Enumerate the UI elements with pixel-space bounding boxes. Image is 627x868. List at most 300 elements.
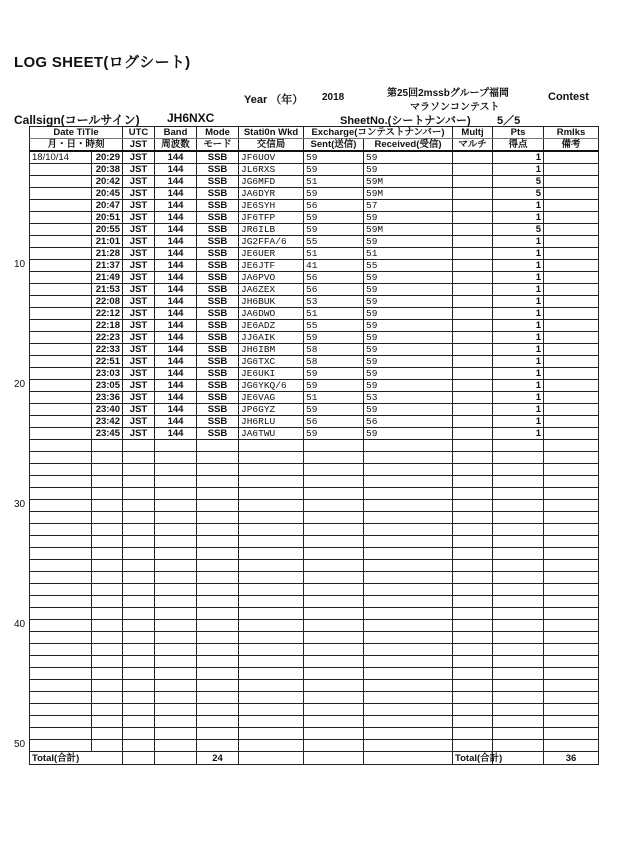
cell-time: 22:23 — [92, 332, 123, 344]
cell-received: 59 — [364, 380, 453, 392]
cell-sent — [304, 644, 364, 656]
table-row — [30, 356, 599, 368]
cell-remarks — [544, 392, 599, 404]
cell-time: 21:28 — [92, 248, 123, 260]
cell-multi — [453, 416, 493, 428]
cell-time: 20:29 — [92, 151, 123, 164]
cell-mode — [197, 452, 239, 464]
cell-multi — [453, 344, 493, 356]
cell-pts: 5 — [493, 188, 544, 200]
cell-remarks — [544, 380, 599, 392]
cell-remarks — [544, 320, 599, 332]
cell-station — [239, 644, 304, 656]
cell-received — [364, 728, 453, 740]
cell-utc: JST — [123, 380, 155, 392]
cell-multi — [453, 692, 493, 704]
cell-mode — [197, 536, 239, 548]
cell-remarks — [544, 188, 599, 200]
cell-sent: 56 — [304, 200, 364, 212]
table-row — [30, 608, 599, 620]
cell-band — [155, 692, 197, 704]
cell-station: JG6MFD — [239, 176, 304, 188]
cell-station — [239, 716, 304, 728]
cell-pts — [493, 536, 544, 548]
cell-band — [155, 476, 197, 488]
cell-remarks — [544, 692, 599, 704]
cell-mode: SSB — [197, 344, 239, 356]
col-station: Stati0n Wkd — [239, 127, 304, 139]
cell-date — [30, 284, 92, 296]
cell-band — [155, 500, 197, 512]
cell-date — [30, 368, 92, 380]
cell-station — [239, 572, 304, 584]
cell-utc — [123, 476, 155, 488]
table-row — [30, 560, 599, 572]
cell-remarks — [544, 151, 599, 164]
cell-remarks — [544, 512, 599, 524]
cell-multi — [453, 536, 493, 548]
cell-sent — [304, 704, 364, 716]
cell-sent: 59 — [304, 224, 364, 236]
cell-date — [30, 188, 92, 200]
cell-utc — [123, 596, 155, 608]
cell-band: 144 — [155, 404, 197, 416]
contest-label: Contest — [548, 91, 589, 103]
cell-station — [239, 608, 304, 620]
cell-time — [92, 740, 123, 752]
cell-band: 144 — [155, 200, 197, 212]
cell-multi — [453, 368, 493, 380]
cell-pts — [493, 704, 544, 716]
cell-date — [30, 524, 92, 536]
cell-station: JA6DWO — [239, 308, 304, 320]
cell-received — [364, 584, 453, 596]
cell-mode: SSB — [197, 224, 239, 236]
cell-multi — [453, 548, 493, 560]
cell-date — [30, 332, 92, 344]
cell-date — [30, 476, 92, 488]
cell-band — [155, 656, 197, 668]
cell-received — [364, 488, 453, 500]
cell-mode — [197, 500, 239, 512]
cell-station: JE6SYH — [239, 200, 304, 212]
cell-multi — [453, 476, 493, 488]
cell-pts — [493, 728, 544, 740]
cell-station: JJ6AIK — [239, 332, 304, 344]
cell-remarks — [544, 488, 599, 500]
cell-time — [92, 680, 123, 692]
cell-utc — [123, 704, 155, 716]
cell-utc: JST — [123, 260, 155, 272]
cell-remarks — [544, 368, 599, 380]
sheet-number-value: 5／5 — [497, 115, 521, 127]
cell-received: 59 — [364, 236, 453, 248]
cell-multi — [453, 704, 493, 716]
cell-received — [364, 692, 453, 704]
cell-station: JL6RXS — [239, 164, 304, 176]
cell-station: JE6JTF — [239, 260, 304, 272]
cell-pts: 1 — [493, 404, 544, 416]
cell-received — [364, 476, 453, 488]
cell-utc: JST — [123, 428, 155, 440]
cell-sent — [304, 632, 364, 644]
cell-remarks — [544, 332, 599, 344]
cell-utc — [123, 740, 155, 752]
cell-date — [30, 452, 92, 464]
col-band: Band — [155, 127, 197, 139]
cell-band — [155, 728, 197, 740]
cell-multi — [453, 308, 493, 320]
table-row — [30, 464, 599, 476]
cell-time: 23:36 — [92, 392, 123, 404]
cell-remarks — [544, 296, 599, 308]
cell-date — [30, 536, 92, 548]
table-row — [30, 380, 599, 392]
cell-sent: 59 — [304, 428, 364, 440]
cell-time: 21:01 — [92, 236, 123, 248]
cell-pts — [493, 596, 544, 608]
cell-sent — [304, 452, 364, 464]
cell-mode — [197, 656, 239, 668]
cell-utc — [123, 692, 155, 704]
cell-received — [364, 680, 453, 692]
cell-received — [364, 608, 453, 620]
cell-pts: 1 — [493, 308, 544, 320]
cell-time: 22:12 — [92, 308, 123, 320]
cell-pts: 1 — [493, 320, 544, 332]
cell-date — [30, 176, 92, 188]
cell-band — [155, 596, 197, 608]
cell-time — [92, 524, 123, 536]
cell-sent — [304, 584, 364, 596]
cell-sent: 55 — [304, 320, 364, 332]
cell-received — [364, 464, 453, 476]
cell-date — [30, 704, 92, 716]
cell-utc — [123, 572, 155, 584]
cell-mode: SSB — [197, 404, 239, 416]
cell-station: JG6TXC — [239, 356, 304, 368]
cell-pts: 1 — [493, 260, 544, 272]
cell-station — [239, 536, 304, 548]
cell-utc: JST — [123, 392, 155, 404]
cell-utc: JST — [123, 308, 155, 320]
cell-station: JP6GYZ — [239, 404, 304, 416]
cell-date — [30, 644, 92, 656]
cell-multi — [453, 740, 493, 752]
cell-mode: SSB — [197, 416, 239, 428]
cell-sent — [304, 668, 364, 680]
col-pts-jp: 得点 — [493, 139, 544, 152]
cell-multi — [453, 440, 493, 452]
cell-station — [239, 560, 304, 572]
cell-date — [30, 320, 92, 332]
cell-remarks — [544, 260, 599, 272]
cell-remarks — [544, 416, 599, 428]
cell-band: 144 — [155, 356, 197, 368]
cell-date — [30, 680, 92, 692]
cell-utc: JST — [123, 200, 155, 212]
band-total: 24 — [197, 752, 239, 765]
cell-band: 144 — [155, 296, 197, 308]
col-remarks: Rmlks — [544, 127, 599, 139]
cell-remarks — [544, 524, 599, 536]
cell-time — [92, 692, 123, 704]
cell-pts — [493, 692, 544, 704]
col-station-jp: 交信局 — [239, 139, 304, 152]
contest-name-line1: 第25回2mssbグループ福岡 — [387, 88, 510, 99]
cell-station — [239, 512, 304, 524]
cell-station: JA6PVO — [239, 272, 304, 284]
cell-station: JE6ADZ — [239, 320, 304, 332]
cell-multi — [453, 200, 493, 212]
table-row — [30, 296, 599, 308]
cell-date — [30, 236, 92, 248]
cell-received: 59 — [364, 284, 453, 296]
cell-pts: 1 — [493, 200, 544, 212]
cell-date — [30, 716, 92, 728]
cell-remarks — [544, 572, 599, 584]
cell-remarks — [544, 284, 599, 296]
table-row — [30, 428, 599, 440]
cell-pts: 1 — [493, 164, 544, 176]
cell-utc — [123, 608, 155, 620]
cell-station — [239, 632, 304, 644]
col-multi-jp: マルチ — [453, 139, 493, 152]
cell-multi — [453, 188, 493, 200]
cell-mode: SSB — [197, 392, 239, 404]
cell-time: 21:49 — [92, 272, 123, 284]
table-row — [30, 200, 599, 212]
cell-pts: 1 — [493, 392, 544, 404]
cell-remarks — [544, 584, 599, 596]
cell-sent: 51 — [304, 248, 364, 260]
cell-date — [30, 428, 92, 440]
cell-date — [30, 500, 92, 512]
cell-remarks — [544, 728, 599, 740]
cell-utc: JST — [123, 284, 155, 296]
row-number-label: 20 — [14, 378, 26, 390]
cell-multi — [453, 260, 493, 272]
cell-remarks — [544, 536, 599, 548]
table-row — [30, 151, 599, 164]
cell-sent — [304, 596, 364, 608]
table-row — [30, 704, 599, 716]
table-row — [30, 188, 599, 200]
cell-time: 23:40 — [92, 404, 123, 416]
cell-sent — [304, 464, 364, 476]
cell-multi — [453, 356, 493, 368]
cell-multi — [453, 320, 493, 332]
callsign-value: JH6NXC — [167, 111, 215, 125]
cell-time: 21:37 — [92, 260, 123, 272]
cell-time — [92, 656, 123, 668]
header-row-english — [30, 127, 599, 139]
cell-time — [92, 596, 123, 608]
cell-utc: JST — [123, 404, 155, 416]
cell-pts — [493, 464, 544, 476]
cell-remarks — [544, 452, 599, 464]
cell-band: 144 — [155, 260, 197, 272]
cell-multi — [453, 656, 493, 668]
cell-remarks — [544, 248, 599, 260]
cell-sent — [304, 440, 364, 452]
callsign-label: Callsign(コールサイン) — [14, 113, 140, 127]
cell-remarks — [544, 656, 599, 668]
cell-date — [30, 632, 92, 644]
cell-station — [239, 740, 304, 752]
cell-pts — [493, 584, 544, 596]
cell-sent: 51 — [304, 392, 364, 404]
cell-pts — [493, 440, 544, 452]
cell-mode — [197, 632, 239, 644]
cell-multi — [453, 284, 493, 296]
cell-station — [239, 476, 304, 488]
cell-utc — [123, 668, 155, 680]
cell-received — [364, 704, 453, 716]
cell-sent — [304, 620, 364, 632]
row-number-label: 30 — [14, 498, 26, 510]
cell-remarks — [544, 164, 599, 176]
cell-utc — [123, 584, 155, 596]
cell-received: 59M — [364, 188, 453, 200]
cell-received: 59 — [364, 308, 453, 320]
cell-sent — [304, 512, 364, 524]
cell-mode — [197, 488, 239, 500]
cell-utc — [123, 440, 155, 452]
cell-mode — [197, 512, 239, 524]
cell-date — [30, 656, 92, 668]
cell-station — [239, 656, 304, 668]
cell-received: 56 — [364, 416, 453, 428]
cell-date — [30, 512, 92, 524]
cell-band — [155, 536, 197, 548]
cell-multi — [453, 728, 493, 740]
cell-date — [30, 596, 92, 608]
table-row — [30, 536, 599, 548]
cell-mode — [197, 476, 239, 488]
cell-pts — [493, 524, 544, 536]
cell-sent — [304, 548, 364, 560]
cell-received — [364, 620, 453, 632]
cell-station: JE6VAG — [239, 392, 304, 404]
cell-mode: SSB — [197, 380, 239, 392]
cell-received: 59M — [364, 224, 453, 236]
cell-multi — [453, 452, 493, 464]
table-row — [30, 656, 599, 668]
cell-mode — [197, 620, 239, 632]
cell-date — [30, 728, 92, 740]
cell-time — [92, 632, 123, 644]
cell-remarks — [544, 668, 599, 680]
cell-sent — [304, 560, 364, 572]
cell-station: JF6TFP — [239, 212, 304, 224]
header-row-japanese — [30, 139, 599, 152]
table-row — [30, 632, 599, 644]
cell-band: 144 — [155, 308, 197, 320]
cell-time: 22:33 — [92, 344, 123, 356]
cell-sent — [304, 608, 364, 620]
cell-date — [30, 200, 92, 212]
cell-mode — [197, 560, 239, 572]
cell-mode — [197, 440, 239, 452]
cell-utc: JST — [123, 320, 155, 332]
cell-mode: SSB — [197, 428, 239, 440]
cell-date — [30, 548, 92, 560]
cell-utc: JST — [123, 272, 155, 284]
cell-date — [30, 380, 92, 392]
cell-received — [364, 644, 453, 656]
cell-station — [239, 728, 304, 740]
cell-multi — [453, 404, 493, 416]
cell-multi — [453, 332, 493, 344]
cell-utc — [123, 716, 155, 728]
cell-pts — [493, 500, 544, 512]
cell-time: 23:42 — [92, 416, 123, 428]
cell-multi — [453, 296, 493, 308]
cell-mode: SSB — [197, 188, 239, 200]
cell-received — [364, 656, 453, 668]
cell-mode: SSB — [197, 320, 239, 332]
cell-pts: 1 — [493, 151, 544, 164]
cell-pts: 1 — [493, 356, 544, 368]
cell-sent: 56 — [304, 284, 364, 296]
cell-multi — [453, 176, 493, 188]
cell-multi — [453, 512, 493, 524]
cell-sent: 58 — [304, 356, 364, 368]
cell-time — [92, 572, 123, 584]
cell-multi — [453, 596, 493, 608]
cell-date — [30, 620, 92, 632]
cell-date — [30, 440, 92, 452]
cell-date — [30, 356, 92, 368]
cell-time — [92, 668, 123, 680]
cell-sent: 59 — [304, 212, 364, 224]
cell-multi — [453, 608, 493, 620]
cell-pts: 1 — [493, 248, 544, 260]
cell-time — [92, 536, 123, 548]
cell-pts — [493, 656, 544, 668]
cell-station — [239, 692, 304, 704]
table-row — [30, 416, 599, 428]
cell-date — [30, 560, 92, 572]
cell-sent: 59 — [304, 332, 364, 344]
cell-remarks — [544, 680, 599, 692]
cell-pts — [493, 644, 544, 656]
cell-sent: 56 — [304, 416, 364, 428]
cell-station: JE6UER — [239, 248, 304, 260]
table-row — [30, 524, 599, 536]
table-row — [30, 728, 599, 740]
cell-received: 59 — [364, 428, 453, 440]
cell-date — [30, 416, 92, 428]
cell-remarks — [544, 716, 599, 728]
cell-mode — [197, 608, 239, 620]
cell-time: 22:18 — [92, 320, 123, 332]
cell-remarks — [544, 644, 599, 656]
cell-time: 22:08 — [92, 296, 123, 308]
cell-mode: SSB — [197, 272, 239, 284]
cell-date — [30, 212, 92, 224]
cell-multi — [453, 572, 493, 584]
cell-station: JA6TWU — [239, 428, 304, 440]
cell-multi — [453, 488, 493, 500]
cell-sent: 59 — [304, 404, 364, 416]
cell-remarks — [544, 620, 599, 632]
cell-utc: JST — [123, 236, 155, 248]
cell-remarks — [544, 500, 599, 512]
cell-time: 20:55 — [92, 224, 123, 236]
row-number-label: 50 — [14, 738, 26, 750]
